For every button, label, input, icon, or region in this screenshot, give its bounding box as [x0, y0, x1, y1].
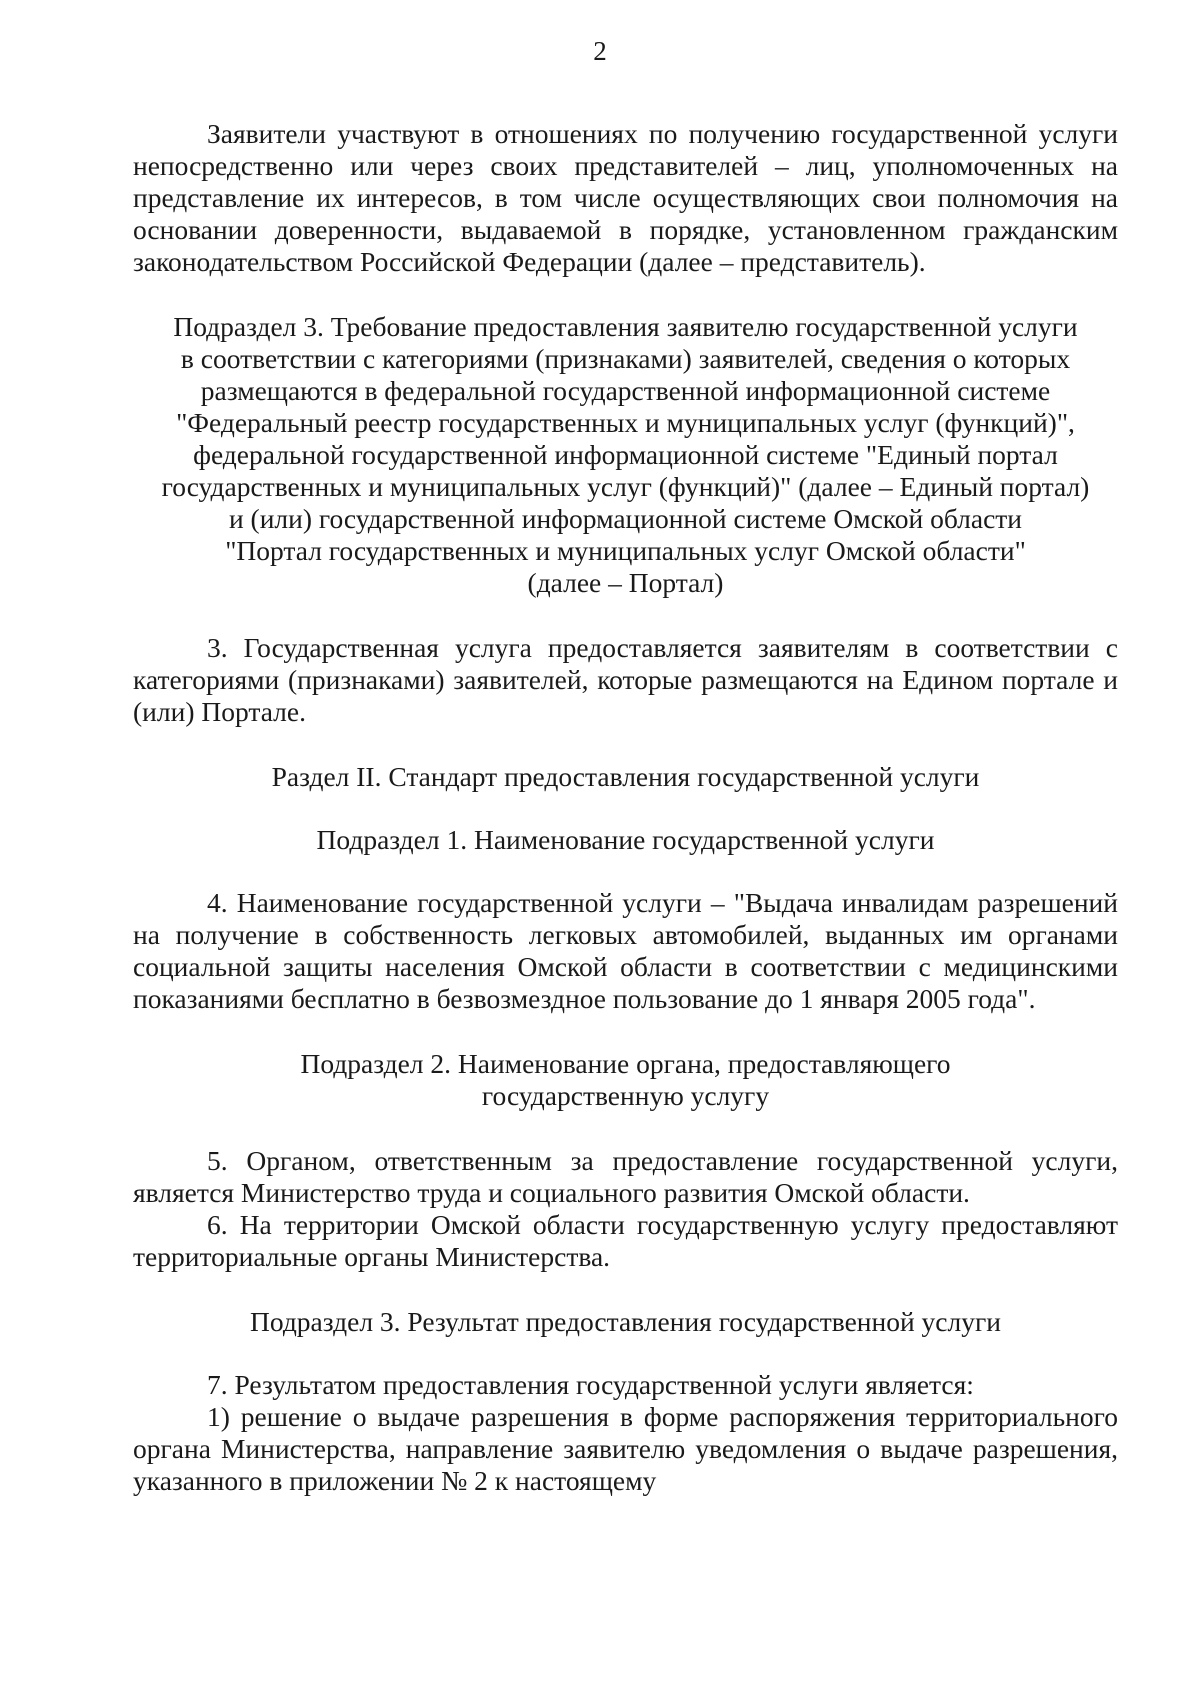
- heading-line: государственных и муниципальных услуг (функций)" (далее – Единый портал): [161, 471, 1090, 502]
- heading-line: Подраздел 2. Наименование органа, предоставляющего: [300, 1048, 951, 1079]
- paragraph-7-item-1: 1) решение о выдаче разрешения в форме распоряжения территориального органа Министерства, направление заявителю уведомления о выдаче разрешения, указанного в приложении № 2 к настоящему: [133, 1401, 1118, 1496]
- subsection-2-heading: [133, 1048, 1118, 1112]
- heading-line: федеральной государственной информационной системе "Единый портал: [193, 439, 1058, 470]
- heading-line: Подраздел 3. Требование предоставления заявителю государственной услуги: [173, 311, 1078, 342]
- paragraph-4: 4. Наименование государственной услуги – "Выдача инвалидам разрешений на получение в собственность легковых автомобилей, выданных им органами социальной защиты населения Омской области в соответствии с медицинскими показаниями бесплатно в безвозмездное пользование до 1 января 2005 года".: [133, 887, 1118, 1014]
- heading-line: размещаются в федеральной государственной информационной системе: [200, 375, 1051, 406]
- subsection-3-requirement-heading: [133, 311, 1118, 599]
- heading-line: в соответствии с категориями (признаками) заявителей, сведения о которых: [180, 343, 1071, 374]
- heading-line: "Федеральный реестр государственных и муниципальных услуг (функций)",: [176, 407, 1075, 438]
- section-2-heading: Раздел II. Стандарт предоставления государственной услуги: [271, 761, 980, 792]
- paragraph-applicants: Заявители участвуют в отношениях по получению государственной услуги непосредственно или через своих представителей – лиц, уполномоченных на представление их интересов, в том числе осуществляющих свои полномочия на основании доверенности, выдаваемой в порядке, установленном гражданским законодательством Российской Федерации (далее – представитель).: [133, 118, 1118, 277]
- subsection-3-result-heading: Подраздел 3. Результат предоставления государственной услуги: [250, 1306, 1001, 1337]
- paragraph-5: 5. Органом, ответственным за предоставление государственной услуги, является Министерство труда и социального развития Омской области.: [133, 1145, 1118, 1208]
- document-body: [133, 118, 1118, 1497]
- paragraph-7: 7. Результатом предоставления государственной услуги является:: [207, 1369, 974, 1400]
- heading-line: "Портал государственных и муниципальных услуг Омской области": [225, 535, 1026, 566]
- heading-line: и (или) государственной информационной системе Омской области: [228, 503, 1023, 534]
- paragraph-6: 6. На территории Омской области государственную услугу предоставляют территориальные органы Министерства.: [133, 1209, 1118, 1272]
- paragraph-3: 3. Государственная услуга предоставляется заявителям в соответствии с категориями (признаками) заявителей, которые размещаются на Едином портале и (или) Портале.: [133, 632, 1118, 727]
- subsection-1-heading: Подраздел 1. Наименование государственной услуги: [316, 824, 935, 855]
- heading-line: (далее – Портал): [527, 567, 724, 598]
- page-number: 2: [593, 36, 607, 66]
- heading-line: государственную услугу: [481, 1080, 770, 1111]
